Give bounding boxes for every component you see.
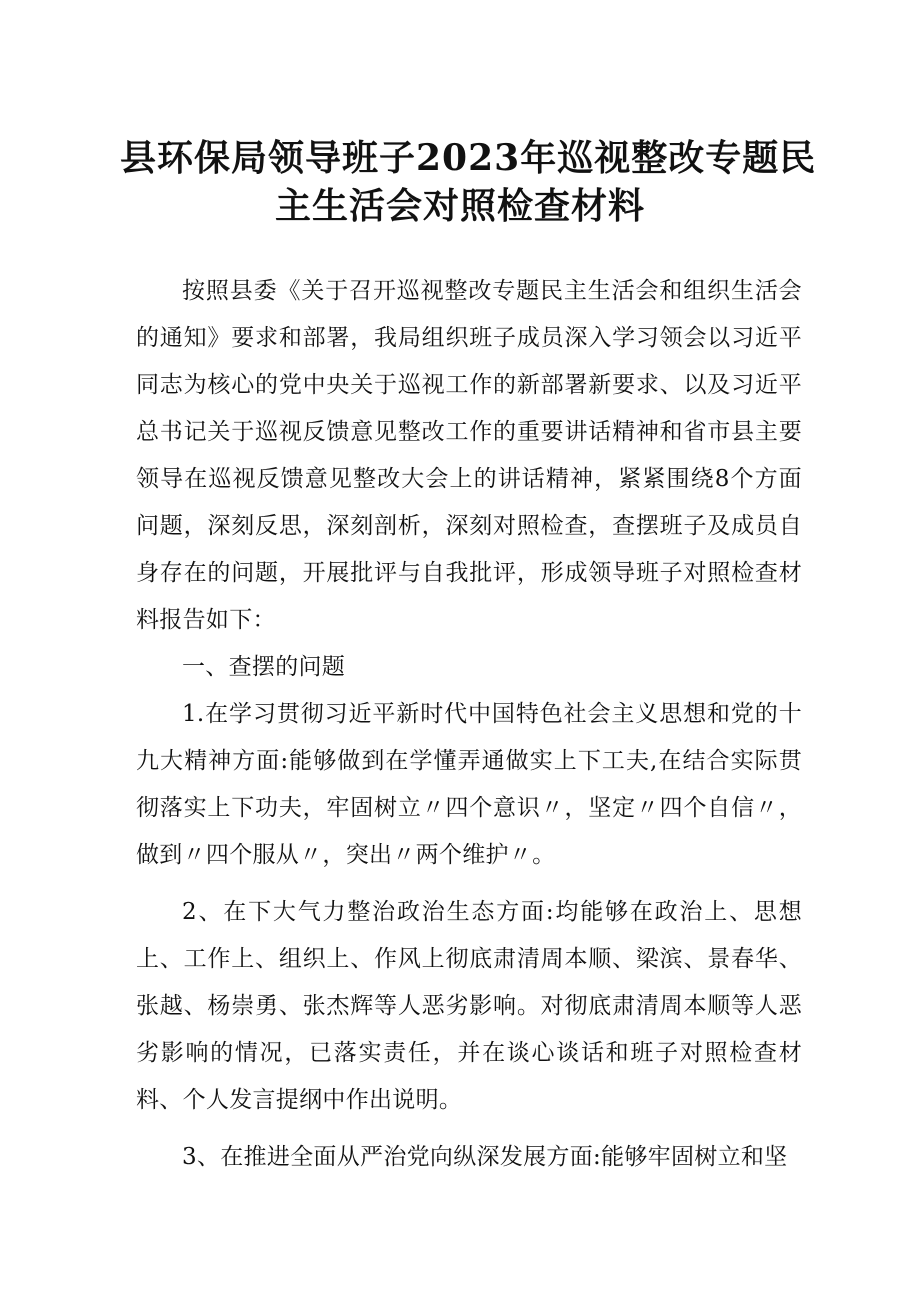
intro-paragraph: 按照县委《关于召开巡视整改专题民主生活会和组织生活会的通知》要求和部署，我局组织班子成员深入学习领会以习近平同志为核心的党中央关于巡视工作的新部署新要求、以及习近平总书记关于巡视反馈意见整改工作的重要讲话精神和省市县主要领导在巡视反馈意见整改大会上的讲话精神，紧紧围绕8个方面问题，深刻反思，深刻剖析，深刻对照检查，查摆班子及成员自身存在的问题，开展批评与自我批评，形成领导班子对照检查材料报告如下： xyxy=(136,278,802,633)
problem-item-2: 2、在下大气力整治政治生态方面:均能够在政治上、思想上、工作上、组织上、作风上彻底肃清周本顺、梁滨、景春华、张越、杨崇勇、张杰辉等人恶劣影响。对彻底肃清周本顺等人恶劣影响的情况，已落实责任，并在谈心谈话和班子对照检查材料、个人发言提纲中作出说明。 xyxy=(136,899,802,1113)
document-title-line-2: 主生活会对照检查材料 xyxy=(274,185,645,227)
document-body xyxy=(136,268,802,1181)
problem-item-3: 3、在推进全面从严治党向纵深发展方面:能够牢固树立和坚 xyxy=(182,1144,788,1170)
section-heading-problems: 一、查摆的问题 xyxy=(182,654,346,680)
document-title-line-1: 县环保局领导班子2023年巡视整改专题民 xyxy=(120,137,817,179)
problem-item-1: 1.在学习贯彻习近平新时代中国特色社会主义思想和党的十九大精神方面:能够做到在学懂弄通做实上下工夫,在结合实际贯彻落实上下功夫，牢固树立〃四个意识〃，坚定〃四个自信〃，做到〃四个服从〃，突出〃两个维护〃。 xyxy=(136,701,802,868)
